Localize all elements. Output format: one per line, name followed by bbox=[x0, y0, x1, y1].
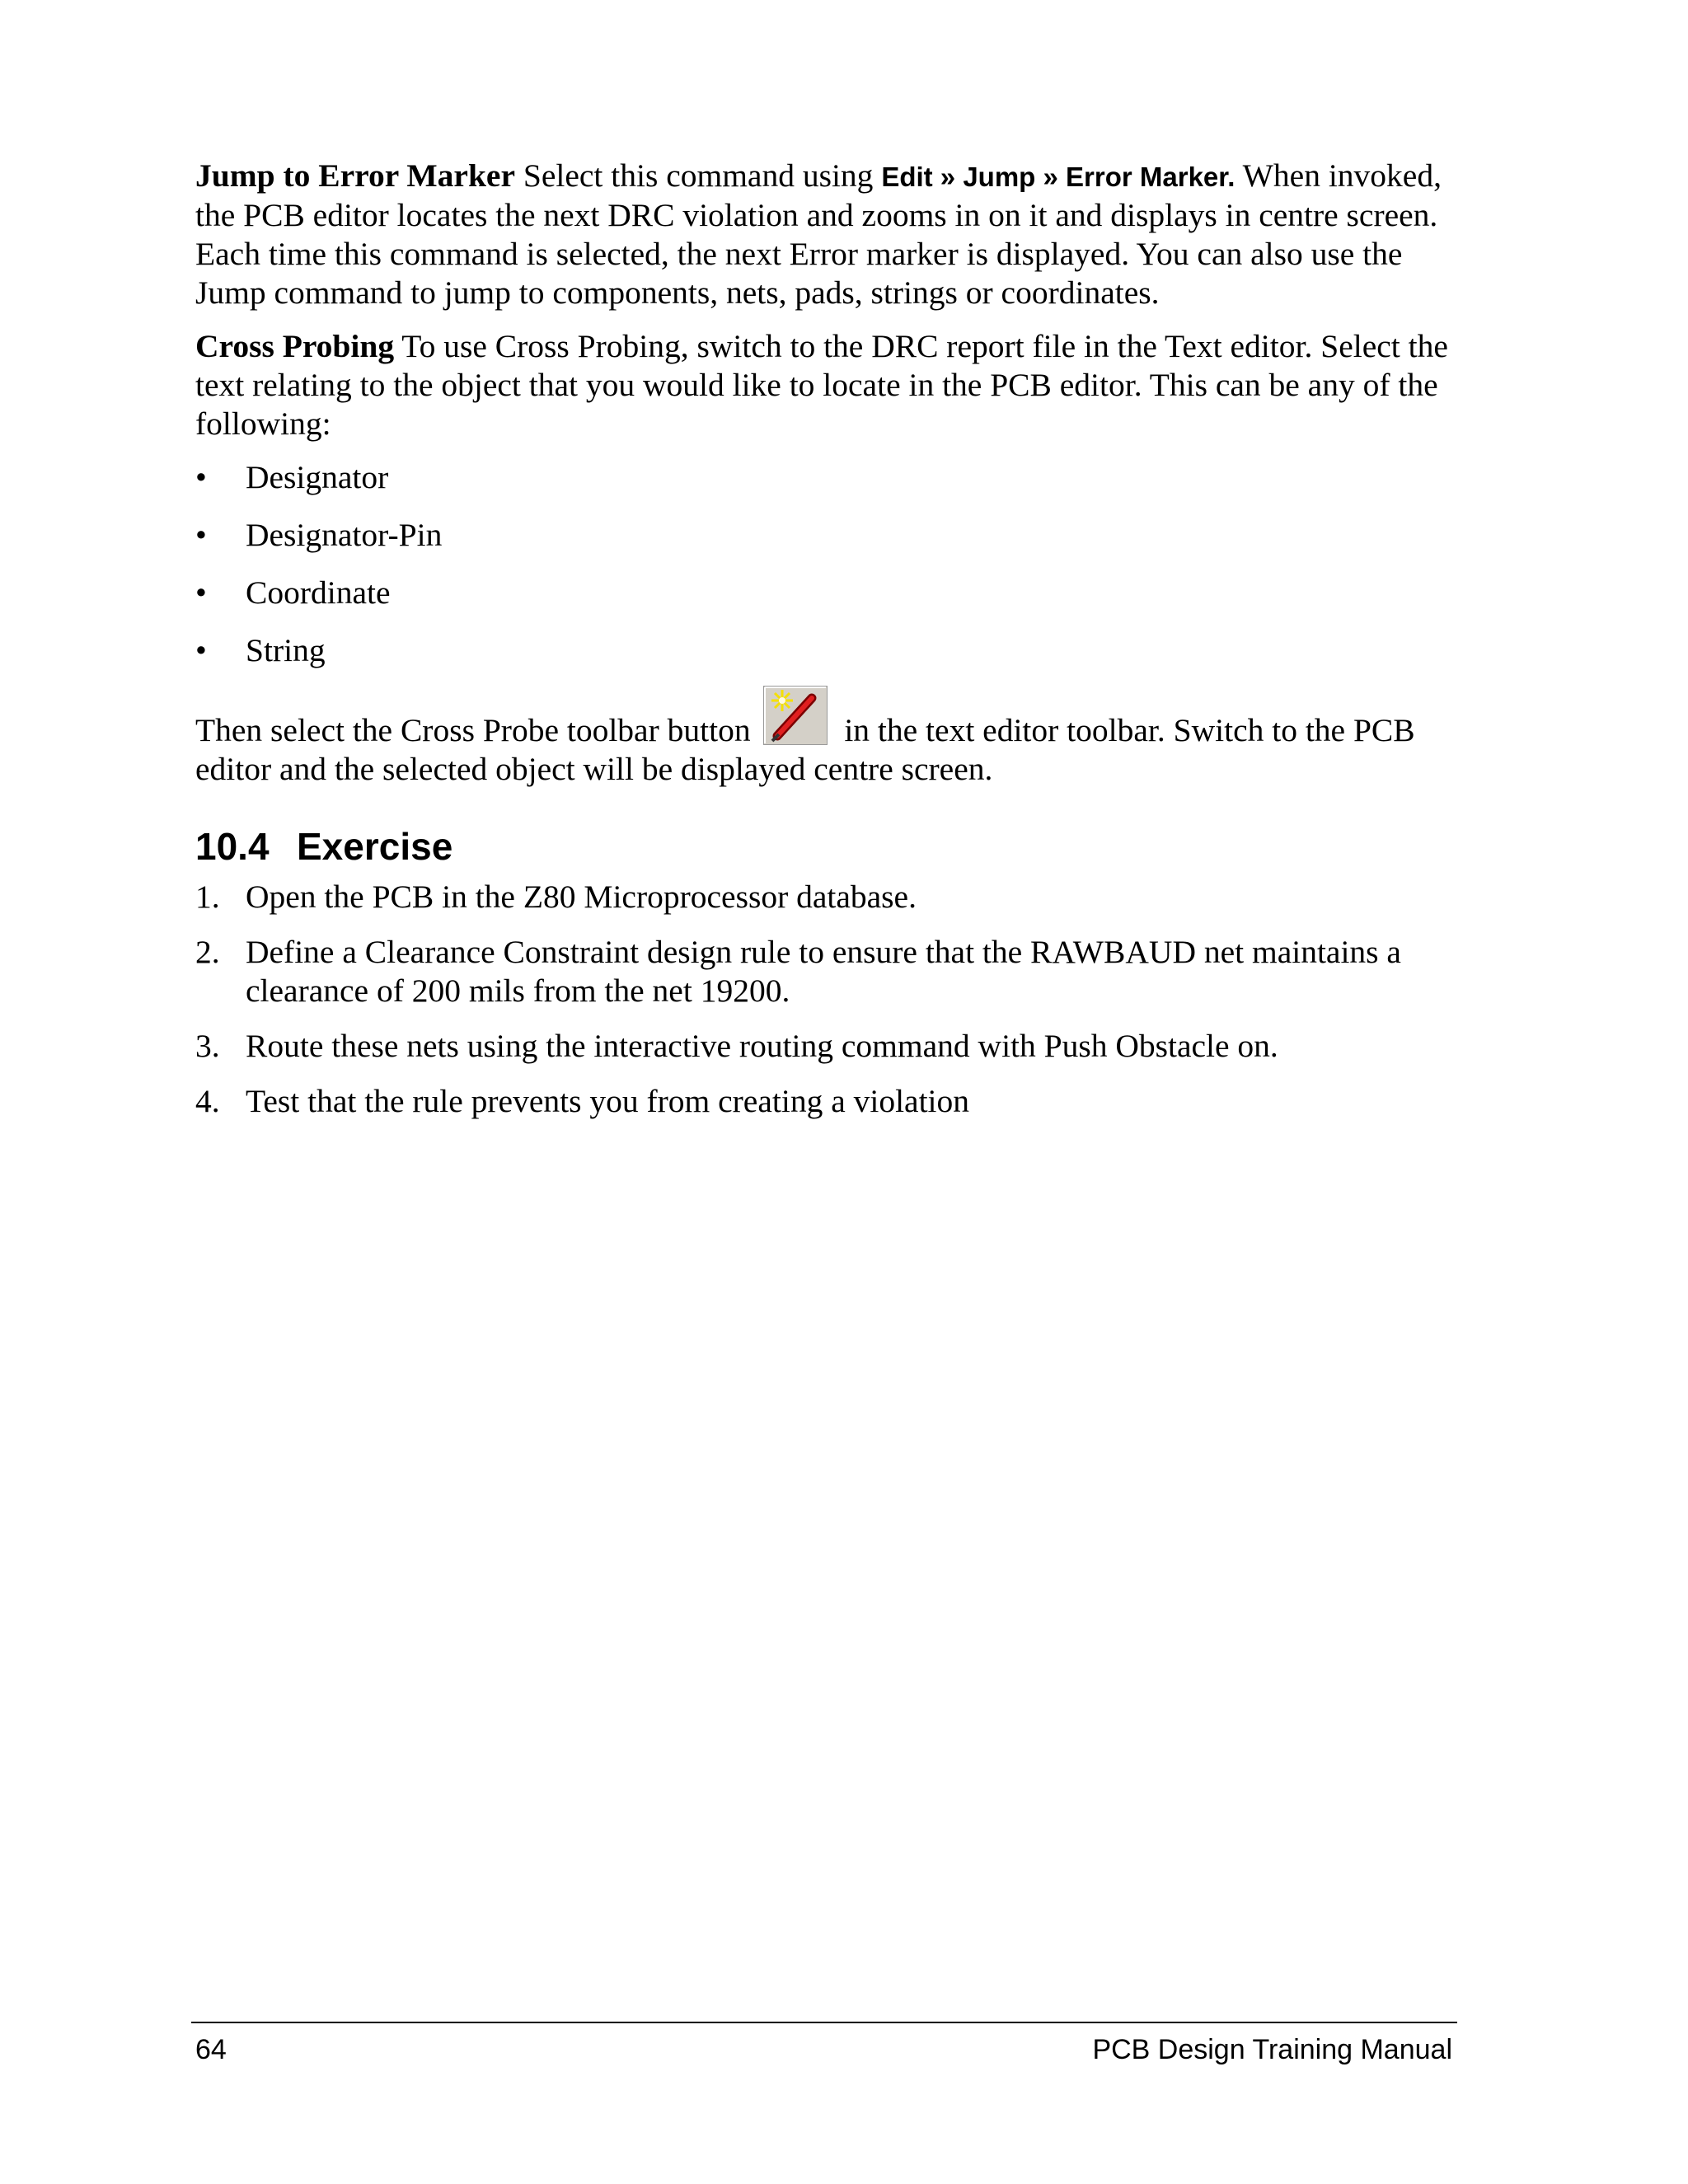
bullet-mark: • bbox=[195, 459, 207, 495]
cross-probing-paragraph bbox=[195, 327, 1465, 443]
section-title: Exercise bbox=[297, 825, 453, 868]
cross-probe-text-end: in the text editor toolbar. Switch to the PCB editor and the selected object will be displayed centre screen. bbox=[195, 712, 1415, 787]
step-text: Route these nets using the interactive routing command with Push Obstacle on. bbox=[246, 1028, 1278, 1064]
bullet-mark: • bbox=[195, 517, 207, 553]
object-type-list bbox=[195, 458, 1465, 670]
section-heading bbox=[195, 823, 1465, 869]
step-number: 3. bbox=[195, 1028, 220, 1064]
list-item bbox=[195, 574, 1465, 612]
jump-to-error-marker-heading: Jump to Error Marker bbox=[195, 157, 515, 194]
cross-probing-heading: Cross Probing bbox=[195, 328, 395, 364]
section-number: 10.4 bbox=[195, 825, 270, 868]
jump-text-body: When invoked, the PCB editor locates the next DRC violation and zooms in on it and displays in centre screen. Each time this command is selected, the next Error marker is displayed. You can also use the Jump command to jump to components, nets, pads, strings or coordinates. bbox=[195, 157, 1442, 311]
page-body bbox=[195, 157, 1465, 1137]
cross-probe-instruction bbox=[195, 689, 1465, 789]
cross-probing-text: To use Cross Probing, switch to the DRC report file in the Text editor. Select the text relating to the object that you would like to locate in the PCB editor. This can be any of the following: bbox=[195, 328, 1448, 442]
step-number: 2. bbox=[195, 934, 220, 970]
list-item bbox=[195, 516, 1465, 555]
list-item-text: Coordinate bbox=[246, 574, 391, 611]
list-item bbox=[195, 458, 1465, 497]
list-item bbox=[195, 1082, 1465, 1121]
bullet-mark: • bbox=[195, 574, 207, 611]
step-text: Open the PCB in the Z80 Microprocessor database. bbox=[246, 879, 917, 915]
page-footer bbox=[195, 2034, 1452, 2066]
manual-title: PCB Design Training Manual bbox=[1092, 2034, 1452, 2065]
list-item bbox=[195, 878, 1465, 916]
step-number: 1. bbox=[195, 879, 220, 915]
exercise-steps bbox=[195, 878, 1465, 1121]
step-number: 4. bbox=[195, 1083, 220, 1119]
jump-text-intro: Select this command using bbox=[514, 157, 882, 194]
footer-divider bbox=[191, 2022, 1457, 2023]
page-number: 64 bbox=[195, 2034, 227, 2065]
bullet-mark: • bbox=[195, 632, 207, 668]
menu-path: Edit » Jump » Error Marker. bbox=[881, 162, 1236, 192]
step-text: Define a Clearance Constraint design rule to ensure that the RAWBAUD net maintains a clearance of 200 mils from the net 19200. bbox=[246, 934, 1401, 1009]
list-item bbox=[195, 631, 1465, 670]
list-item-text: String bbox=[246, 632, 326, 668]
list-item bbox=[195, 933, 1465, 1010]
jump-to-error-marker-paragraph bbox=[195, 157, 1465, 312]
cross-probe-wand-icon bbox=[763, 686, 828, 745]
step-text: Test that the rule prevents you from creating a violation bbox=[246, 1083, 970, 1119]
list-item-text: Designator-Pin bbox=[246, 517, 443, 553]
cross-probe-text-start: Then select the Cross Probe toolbar button bbox=[195, 712, 759, 748]
list-item bbox=[195, 1027, 1465, 1066]
list-item-text: Designator bbox=[246, 459, 389, 495]
